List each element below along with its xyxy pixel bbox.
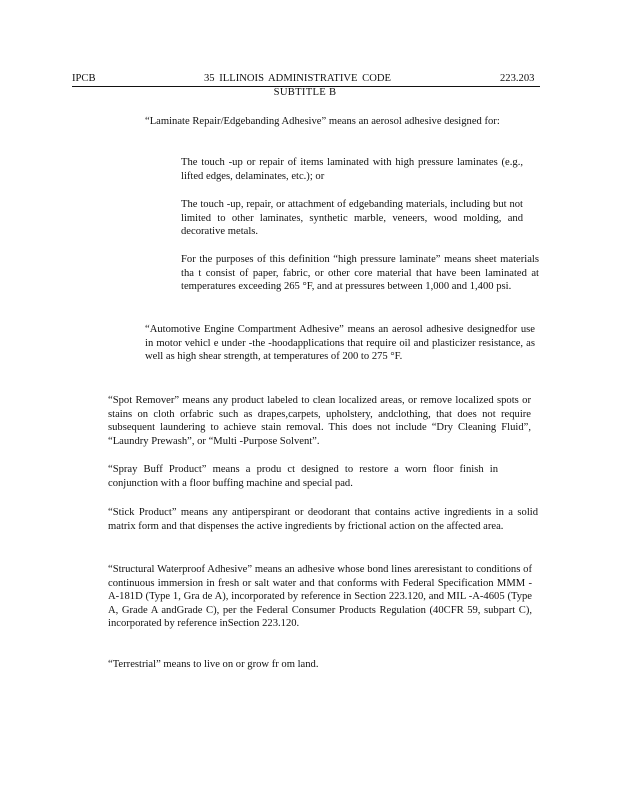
definition-spot-remover: “Spot Remover” means any product labeled to clean localized areas, or remove localized spots or stains on cloth orfabric such as drapes,carpets, upholstery, andclothing, that does not require subsequent laundering to achieve stain removal. This does not include “Dry Cleaning Fluid”, “Laundry Prewash”, or “Multi -Purpose Solvent”. (108, 395, 531, 447)
laminate-item-edgebanding: The touch -up, repair, or attachment of edgebanding materials, including but not limited to other laminates, synthetic marble, veneers, wood molding, and decorative metals. (181, 199, 523, 238)
definition-structural-waterproof-adhesive: “Structural Waterproof Adhesive” means an adhesive whose bond lines areresistant to conditions of continuous immersion in fresh or salt water and that conforms with Federal Specification MMM -A-181D (Type 1, Gra de A), incorporated by reference in Section 223.120, and MIL -A-4605 (Type A, Grade A andGrade C), per the Federal Consumer Products Regulation (40CFR 59, subpart C), incorporated by reference inSection 223.120. (108, 564, 532, 630)
definition-spray-buff-product: “Spray Buff Product” means a produ ct designed to restore a worn floor finish in conjunction with a floor buffing machine and special pad. (108, 464, 498, 489)
laminate-item-touch-up-repair: The touch -up or repair of items laminated with high pressure laminates (e.g., lifted edges, delaminates, etc.); or (181, 157, 523, 182)
definition-automotive-engine-adhesive: “Automotive Engine Compartment Adhesive” means an aerosol adhesive designedfor use in motor vehicl e under -the -hoodapplications that require oil and plasticizer resistance, as well as high shear strength, at temperatures of 200 to 275 °F. (145, 324, 535, 363)
header-section-number: 223.203 (500, 73, 535, 84)
header-agency: IPCB (72, 73, 96, 84)
header-code-title: 35 ILLINOIS ADMINISTRATIVE CODE (204, 73, 391, 84)
definition-stick-product: “Stick Product” means any antiperspirant or deodorant that contains active ingredients in a solid matrix form and that dispenses the active ingredients by frictional action on the affected area. (108, 507, 538, 532)
definition-terrestrial: “Terrestrial” means to live on or grow fr om land. (108, 659, 319, 670)
high-pressure-laminate-definition: For the purposes of this definition “high pressure laminate” means sheet materials tha t consist of paper, fabric, or other core material that have been laminated at temperatures exceeding 265 °F, and at pressures between 1,000 and 1,400 psi. (181, 254, 539, 293)
definition-laminate-repair: “Laminate Repair/Edgebanding Adhesive” means an aerosol adhesive designed for: (145, 116, 500, 127)
header-subtitle: SUBTITLE B (273, 87, 337, 98)
